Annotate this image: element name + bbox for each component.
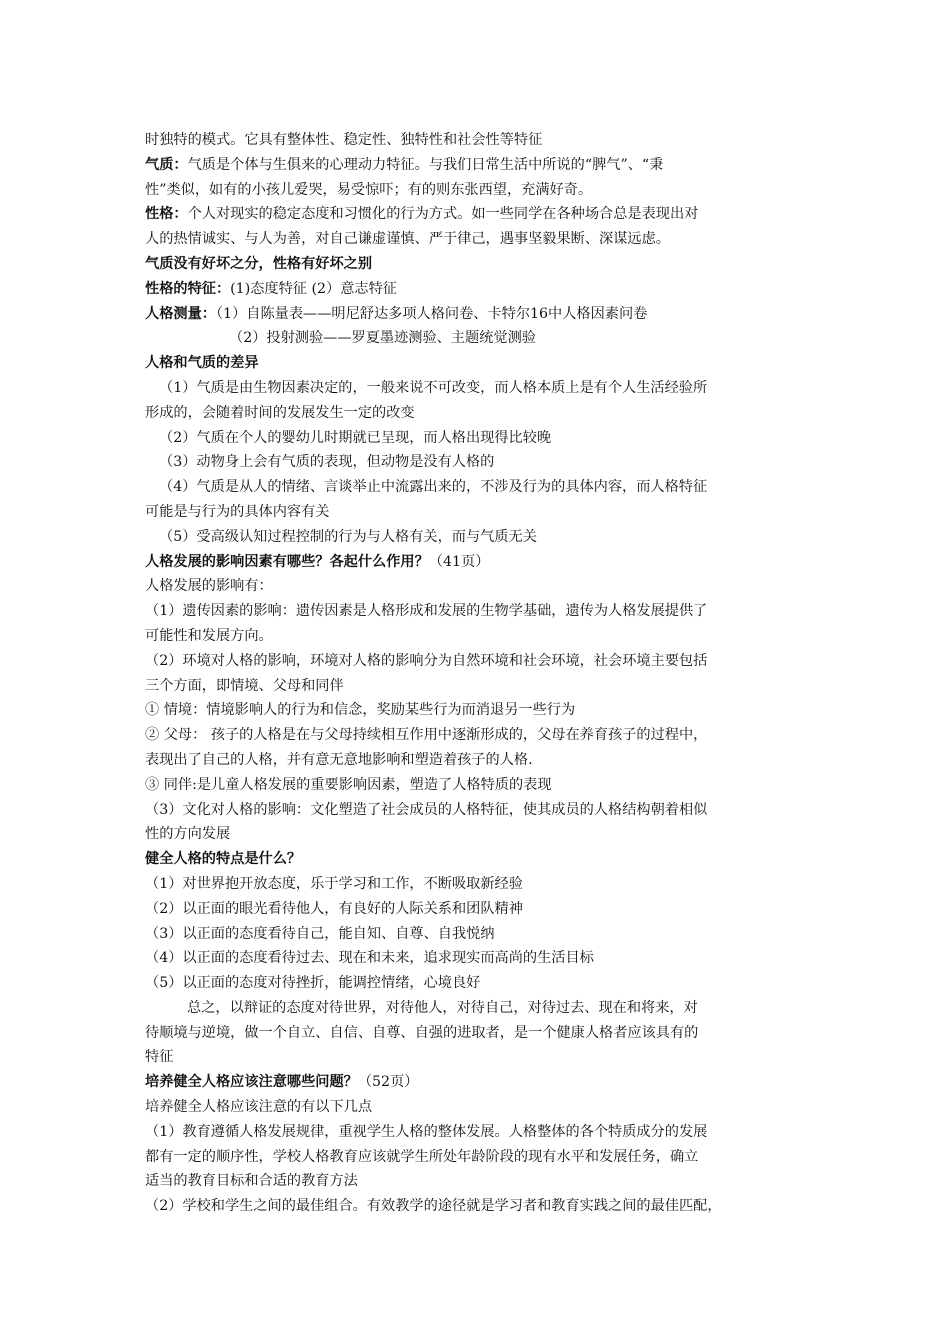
text-line bbox=[145, 1145, 815, 1170]
text-line bbox=[145, 897, 815, 922]
text-line bbox=[145, 202, 815, 227]
text-line bbox=[145, 723, 815, 748]
text-line bbox=[145, 698, 815, 723]
line-text: 特征 bbox=[145, 1049, 174, 1066]
text-line bbox=[145, 624, 815, 649]
line-text: 三个方面，即情境、父母和同伴 bbox=[145, 677, 344, 694]
text-line bbox=[145, 1045, 815, 1070]
text-line bbox=[145, 450, 815, 475]
line-text: 人格和气质的差异 bbox=[145, 355, 259, 372]
text-line bbox=[145, 128, 815, 153]
text-line bbox=[145, 302, 815, 327]
line-text: 个人对现实的稳定态度和习惯化的行为方式。如一些同学在各种场合总是表现出对 bbox=[187, 206, 699, 223]
term-label: 性格的特征： bbox=[145, 280, 231, 297]
text-line bbox=[145, 1095, 815, 1120]
text-line bbox=[145, 1021, 815, 1046]
line-text: (1)态度特征 (2）意志特征 bbox=[230, 280, 397, 297]
text-line bbox=[145, 649, 815, 674]
text-line bbox=[145, 599, 815, 624]
line-text: （41页） bbox=[428, 553, 490, 570]
line-text: （1）气质是由生物因素决定的，一般来说不可改变，而人格本质上是有个人生活经验所 bbox=[159, 379, 708, 396]
line-text: （1）对世界抱开放态度，乐于学习和工作，不断吸取新经验 bbox=[145, 875, 523, 892]
term-label: 性格： bbox=[145, 206, 188, 223]
term-label: 培养健全人格应该注意哪些问题？ bbox=[145, 1074, 358, 1091]
text-line bbox=[145, 946, 815, 971]
text-line bbox=[145, 550, 815, 575]
line-text: （2）气质在个人的婴幼儿时期就已呈现，而人格出现得比较晚 bbox=[159, 429, 552, 446]
text-line bbox=[145, 525, 815, 550]
line-text: （1）自陈量表——明尼舒达多项人格问卷、卡特尔16中人格因素问卷 bbox=[215, 305, 648, 322]
line-text: 总之，以辩证的态度对待世界，对待他人，对待自己，对待过去、现在和将来，对 bbox=[187, 999, 698, 1016]
text-line bbox=[145, 351, 815, 376]
line-text: 人格发展的影响有： bbox=[145, 578, 273, 595]
line-text: 表现出了自己的人格，并有意无意地影响和塑造着孩子的人格. bbox=[145, 751, 533, 768]
text-line bbox=[145, 748, 815, 773]
text-line bbox=[145, 847, 815, 872]
text-line bbox=[145, 773, 815, 798]
line-text: 形成的，会随着时间的发展发生一定的改变 bbox=[145, 404, 415, 421]
text-line bbox=[145, 971, 815, 996]
text-line bbox=[145, 822, 815, 847]
text-line bbox=[145, 227, 815, 252]
line-text: （2）投射测验——罗夏墨迹测验、主题统觉测验 bbox=[229, 330, 536, 347]
line-text: （1）遗传因素的影响：遗传因素是人格形成和发展的生物学基础，遗传为人格发展提供了 bbox=[145, 603, 708, 620]
line-text: （4）以正面的态度看待过去、现在和未来，追求现实而高尚的生活目标 bbox=[145, 950, 594, 967]
line-text: （4）气质是从人的情绪、言谈举止中流露出来的，不涉及行为的具体内容，而人格特征 bbox=[159, 479, 708, 496]
term-label: 人格测量： bbox=[145, 305, 216, 322]
line-text: （5）受高级认知过程控制的行为与人格有关，而与气质无关 bbox=[159, 528, 537, 545]
text-line bbox=[145, 376, 815, 401]
line-text: 待顺境与逆境，做一个自立、自信、自尊、自强的进取者，是一个健康人格者应该具有的 bbox=[145, 1024, 699, 1041]
text-line bbox=[145, 153, 815, 178]
line-text: 健全人格的特点是什么？ bbox=[145, 851, 302, 868]
text-line bbox=[145, 252, 815, 277]
text-line bbox=[145, 674, 815, 699]
text-line bbox=[145, 475, 815, 500]
document-body bbox=[145, 128, 815, 1219]
line-text: （3）以正面的态度看待自己，能自知、自尊、自我悦纳 bbox=[145, 925, 495, 942]
text-line bbox=[145, 401, 815, 426]
line-text: （3）文化对人格的影响：文化塑造了社会成员的人格特征，使其成员的人格结构朝着相似 bbox=[145, 801, 708, 818]
text-line bbox=[145, 872, 815, 897]
line-text: （5）以正面的态度对待挫折，能调控情绪，心境良好 bbox=[145, 975, 481, 992]
line-text: （52页） bbox=[357, 1074, 419, 1091]
line-text: （2）学校和学生之间的最佳组合。有效教学的途径就是学习者和教育实践之间的最佳匹配， bbox=[145, 1198, 722, 1215]
line-text: 性”类似，如有的小孩儿爱哭，易受惊吓；有的则东张西望，充满好奇。 bbox=[145, 181, 593, 198]
line-text: 适当的教育目标和合适的教育方法 bbox=[145, 1173, 358, 1190]
line-text: 培养健全人格应该注意的有以下几点 bbox=[145, 1099, 373, 1116]
line-text: （3）动物身上会有气质的表现，但动物是没有人格的 bbox=[159, 454, 495, 471]
text-line bbox=[145, 996, 815, 1021]
text-line bbox=[145, 574, 815, 599]
text-line bbox=[145, 1070, 815, 1095]
line-text: ③ 同伴:是儿童人格发展的重要影响因素，塑造了人格特质的表现 bbox=[145, 776, 552, 793]
line-text: 性的方向发展 bbox=[145, 826, 231, 843]
text-line bbox=[145, 426, 815, 451]
line-text: 人的热情诚实、与人为善，对自己谦虚谨慎、严于律己，遇事坚毅果断、深谋远虑。 bbox=[145, 231, 670, 248]
line-text: （1）教育遵循人格发展规律，重视学生人格的整体发展。人格整体的各个特质成分的发展 bbox=[145, 1123, 708, 1140]
line-text: （2）环境对人格的影响，环境对人格的影响分为自然环境和社会环境，社会环境主要包括 bbox=[145, 652, 708, 669]
text-line bbox=[145, 500, 815, 525]
line-text: 都有一定的顺序性，学校人格教育应该就学生所处年龄阶段的现有水平和发展任务，确立 bbox=[145, 1148, 699, 1165]
text-line bbox=[145, 1169, 815, 1194]
text-line bbox=[145, 1120, 815, 1145]
text-line bbox=[145, 326, 815, 351]
line-text: 时独特的模式。它具有整体性、稳定性、独特性和社会性等特征 bbox=[145, 132, 543, 148]
text-line bbox=[145, 922, 815, 947]
line-text: （2）以正面的眼光看待他人，有良好的人际关系和团队精神 bbox=[145, 900, 523, 917]
line-text: ① 情境：情境影响人的行为和信念，奖励某些行为而消退另一些行为 bbox=[145, 702, 576, 719]
line-text: 气质是个体与生俱来的心理动力特征。与我们日常生活中所说的“脾气”、“秉 bbox=[187, 156, 664, 173]
term-label: 人格发展的影响因素有哪些？各起什么作用？ bbox=[145, 553, 429, 570]
text-line bbox=[145, 178, 815, 203]
line-text: 可能性和发展方向。 bbox=[145, 627, 273, 644]
line-text: 可能是与行为的具体内容有关 bbox=[145, 503, 330, 520]
text-line bbox=[145, 1194, 815, 1219]
text-line bbox=[145, 798, 815, 823]
line-text: ② 父母： 孩子的人格是在与父母持续相互作用中逐渐形成的，父母在养育孩子的过程中， bbox=[145, 727, 708, 744]
text-line bbox=[145, 277, 815, 302]
term-label: 气质： bbox=[145, 156, 188, 173]
line-text: 气质没有好坏之分，性格有好坏之别 bbox=[145, 255, 373, 272]
